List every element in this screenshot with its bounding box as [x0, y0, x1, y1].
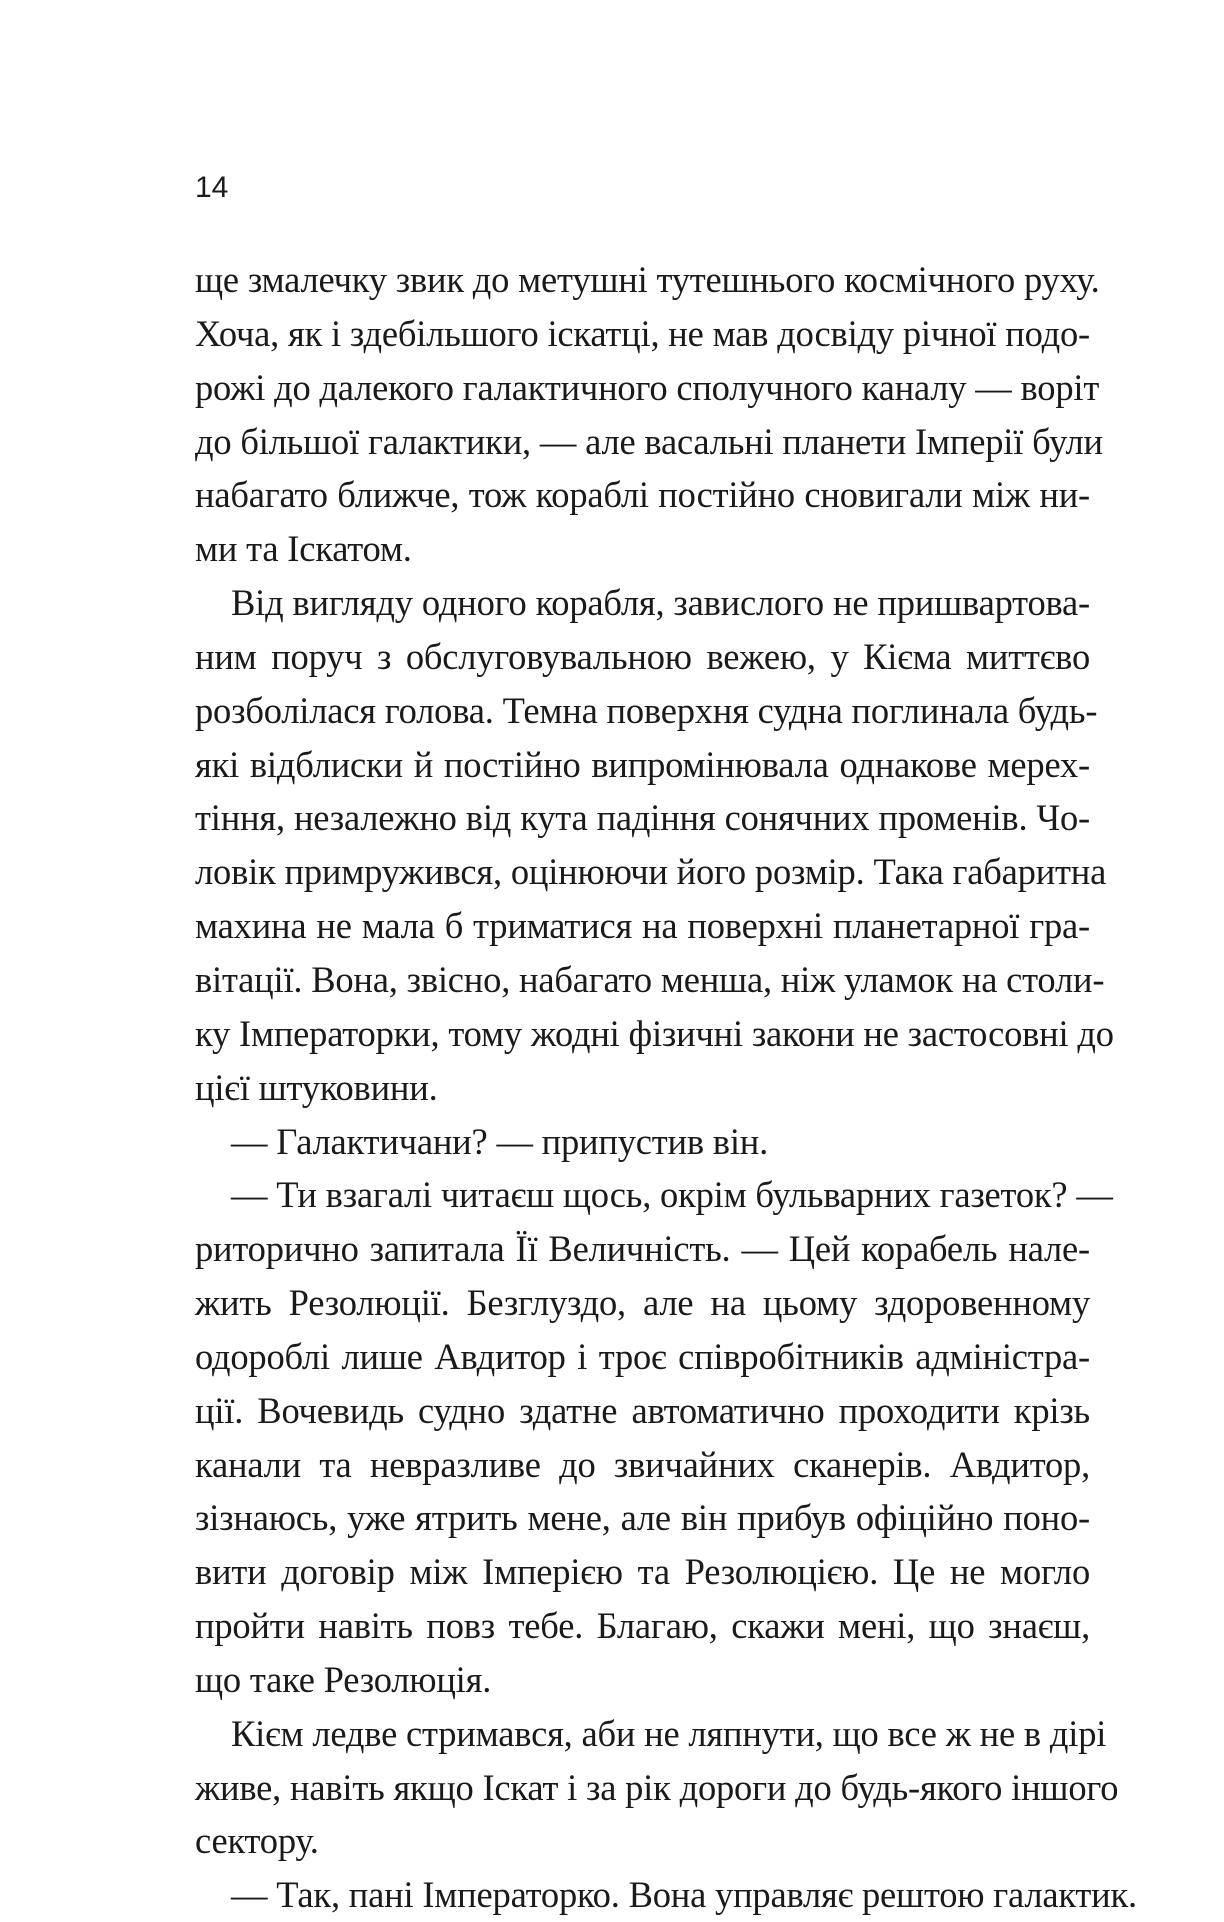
- text-line: ним поруч з обслуговувальною вежею, у Кієма миттєво: [195, 635, 1090, 677]
- text-line: — Ти взагалі читаєш щось, окрім бульварних газеток? —: [231, 1174, 1113, 1216]
- text-line: вити договір між Імперією та Резолюцією. Це не могло: [195, 1551, 1090, 1593]
- text-line: пройти навіть повз тебе. Благаю, скажи мені, що знаєш,: [195, 1605, 1090, 1647]
- text-line: ку Імператорки, тому жодні фізичні закони не застосовні до: [195, 1012, 1114, 1054]
- text-line: одороблі лише Авдитор і троє співробітників адміністра-: [195, 1335, 1090, 1377]
- text-line: Хоча, як і здебільшого іскатці, не мав досвіду річної подо-: [195, 312, 1090, 354]
- text-line: зізнаюсь, уже ятрить мене, але він прибув офіційно поно-: [195, 1497, 1090, 1539]
- text-line: ції. Вочевидь судно здатне автоматично проходити крізь: [195, 1389, 1090, 1431]
- text-line: що таке Резолюція.: [195, 1658, 492, 1700]
- text-line: тіння, незалежно від кута падіння сонячних променів. Чо-: [195, 797, 1090, 839]
- text-line: вітації. Вона, звісно, набагато менша, ніж уламок на столи-: [195, 958, 1105, 1000]
- text-line: ловік примружився, оцінюючи його розмір. Така габаритна: [195, 851, 1107, 893]
- text-line: Кієм ледве стримався, аби не ляпнути, що все ж не в дірі: [231, 1712, 1107, 1754]
- text-line: Від вигляду одного корабля, завислого не пришвартова-: [231, 582, 1090, 624]
- text-line: рожі до далекого галактичного сполучного каналу — воріт: [195, 366, 1100, 408]
- text-line: жить Резолюції. Безглуздо, але на цьому здоровенному: [195, 1282, 1090, 1324]
- text-line: живе, навіть якщо Іскат і за рік дороги до будь-якого іншого: [195, 1766, 1119, 1808]
- text-line: махина не мала б триматися на поверхні планетарної гра-: [195, 905, 1090, 947]
- text-line: риторично запитала Її Величність. — Цей корабель нале-: [195, 1228, 1090, 1270]
- text-line: розболілася голова. Темна поверхня судна поглинала будь-: [195, 689, 1098, 731]
- text-line: до більшої галактики, — але васальні планети Імперії були: [195, 420, 1103, 462]
- text-line: набагато ближче, тож кораблі постійно сновигали між ни-: [195, 474, 1090, 516]
- text-line: канали та невразливе до звичайних сканерів. Авдитор,: [195, 1443, 1090, 1485]
- body-text: [195, 253, 1137, 1922]
- text-line: ще змалечку звик до метушні тутешнього космічного руху.: [195, 259, 1100, 300]
- text-line: які відблиски й постійно випромінювала однакове мерех-: [195, 743, 1090, 785]
- text-line: — Так, пані Імператорко. Вона управляє рештою галактик.: [231, 1874, 1137, 1916]
- text-line: сектору.: [195, 1820, 319, 1862]
- text-line: — Галактичани? — припустив він.: [231, 1120, 769, 1162]
- text-line: цієї штуковини.: [195, 1066, 438, 1108]
- text-line: ми та Іскатом.: [195, 528, 412, 570]
- page-number: 14: [195, 171, 229, 204]
